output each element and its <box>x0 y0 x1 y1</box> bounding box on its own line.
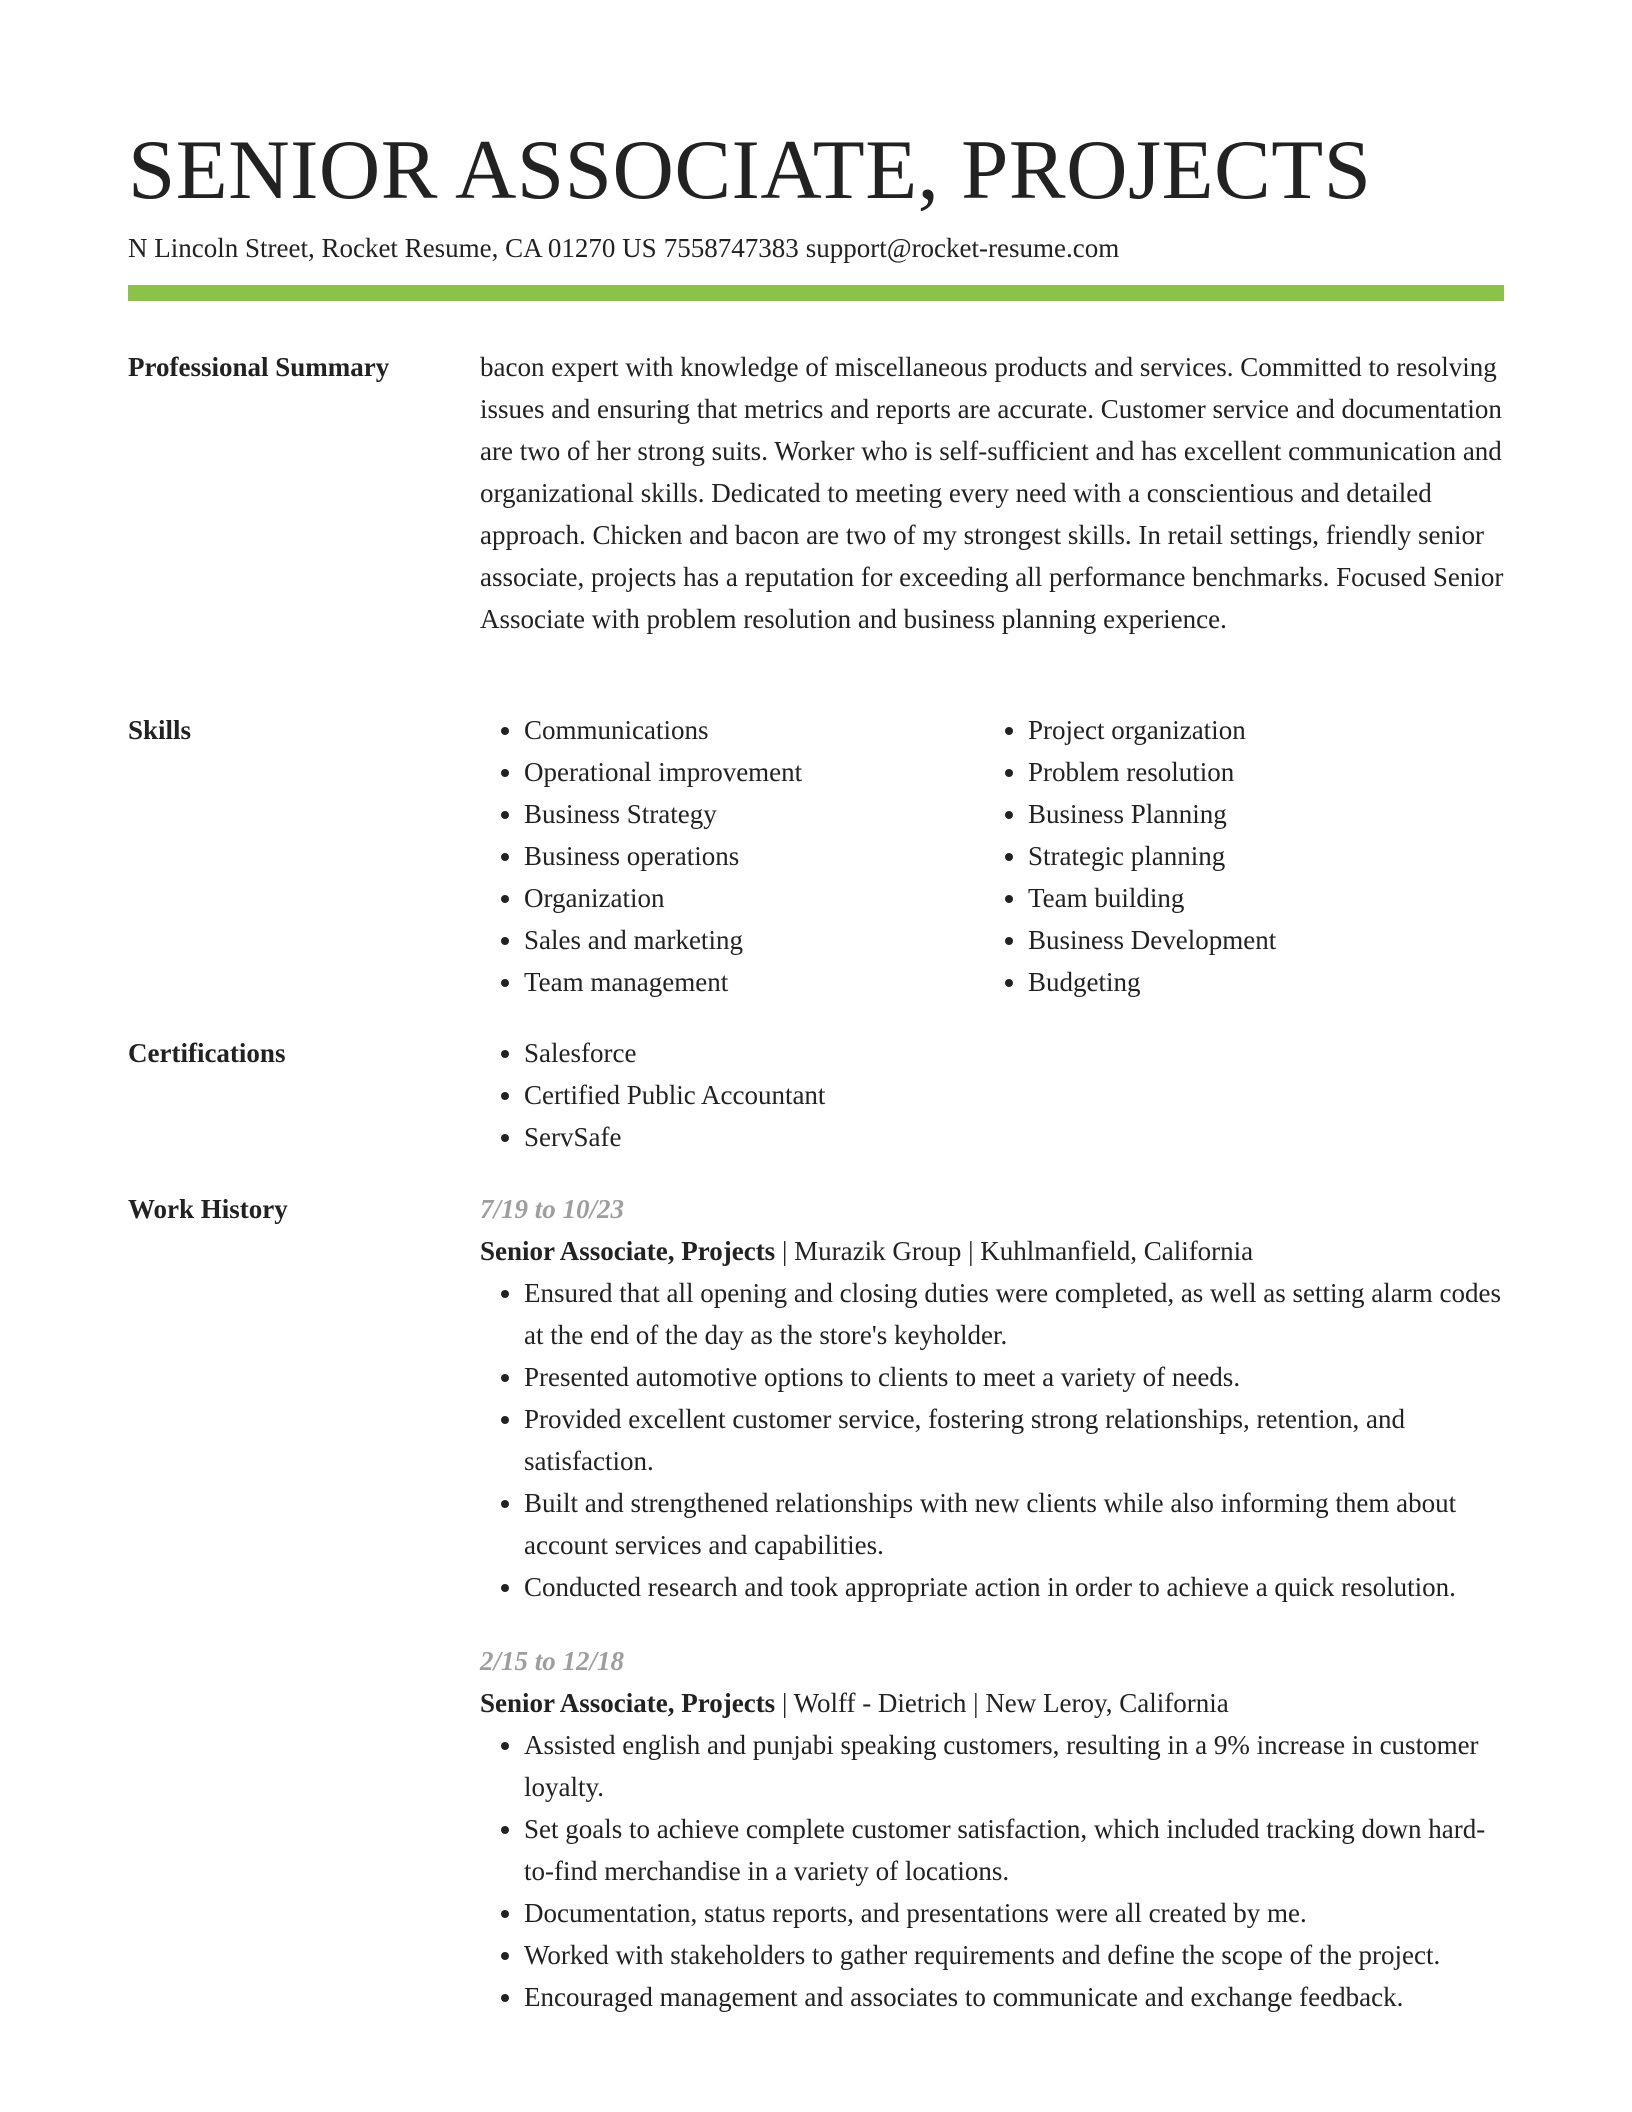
work-history-heading: Work History <box>128 1194 288 1224</box>
skills-list-right <box>984 709 1504 1003</box>
contact-email: support@rocket-resume.com <box>805 233 1120 263</box>
skill-item: • Business Strategy <box>524 793 984 835</box>
job-entry <box>480 1188 1504 1608</box>
job-duty-item: • Encouraged management and associates to communicate and exchange feedback. <box>524 1976 1504 2018</box>
skill-item: • Communications <box>524 709 984 751</box>
job-company: Murazik Group <box>794 1236 962 1266</box>
skills-column-right <box>984 709 1504 1003</box>
skill-item: • Team management <box>524 961 984 1003</box>
job-separator: | <box>775 1688 794 1718</box>
job-entry <box>480 1640 1504 2018</box>
skills-heading: Skills <box>128 715 192 745</box>
skill-item: • Business Planning <box>1028 793 1504 835</box>
skill-item: • Business operations <box>524 835 984 877</box>
job-duty-item: • Provided excellent customer service, fostering strong relationships, retention, and satisfaction. <box>524 1398 1504 1482</box>
certification-item: • ServSafe <box>524 1116 1504 1158</box>
skill-item: • Business Development <box>1028 919 1504 961</box>
job-header-line <box>480 1682 1504 1724</box>
skill-item: • Operational improvement <box>524 751 984 793</box>
job-duty-item: • Built and strengthened relationships with new clients while also informing them about account services and capabilities. <box>524 1482 1504 1566</box>
job-duty-item: • Conducted research and took appropriate action in order to achieve a quick resolution. <box>524 1566 1504 1608</box>
skill-item: • Strategic planning <box>1028 835 1504 877</box>
skill-item: • Budgeting <box>1028 961 1504 1003</box>
job-location: Kuhlmanfield, California <box>980 1236 1254 1266</box>
header-divider <box>128 285 1504 301</box>
job-duty-item: • Documentation, status reports, and presentations were all created by me. <box>524 1892 1504 1934</box>
job-duty-item: • Presented automotive options to clients to meet a variety of needs. <box>524 1356 1504 1398</box>
job-duties-list <box>480 1272 1504 1608</box>
skill-item: • Team building <box>1028 877 1504 919</box>
skill-item: • Project organization <box>1028 709 1504 751</box>
job-title: Senior Associate, Projects <box>480 1688 776 1718</box>
job-dates: 2/15 to 12/18 <box>480 1646 625 1676</box>
skill-item: • Problem resolution <box>1028 751 1504 793</box>
skills-columns <box>480 709 1504 1003</box>
summary-heading: Professional Summary <box>128 352 390 382</box>
certification-item: • Salesforce <box>524 1032 1504 1074</box>
resume-title: SENIOR ASSOCIATE, PROJECTS <box>128 123 1372 217</box>
contact-address: N Lincoln Street, Rocket Resume, CA 01270 US <box>128 233 657 263</box>
work-history-body <box>480 1188 1504 2018</box>
certifications-heading: Certifications <box>128 1038 286 1068</box>
skills-column-left <box>480 709 984 1003</box>
certification-item: • Certified Public Accountant <box>524 1074 1504 1116</box>
summary-text: bacon expert with knowledge of miscellaneous products and services. Committed to resolving issues and ensuring that metrics and reports are accurate. Customer service and documentation are two of her strong suits. Worker who is self-sufficient and has excellent communication and organizational skills. Dedicated to meeting every need with a conscientious and detailed approach. Chicken and bacon are two of my strongest skills. In retail settings, friendly senior associate, projects has a reputation for exceeding all performance benchmarks. Focused Senior Associate with problem resolution and business planning experience. <box>480 352 1504 634</box>
job-separator: | <box>961 1236 981 1266</box>
job-duty-item: • Worked with stakeholders to gather requirements and define the scope of the project. <box>524 1934 1504 1976</box>
job-company: Wolff - Dietrich <box>793 1688 967 1718</box>
job-separator: | <box>966 1688 986 1718</box>
contact-line <box>128 230 1119 266</box>
skills-body <box>480 709 1504 1003</box>
skill-item: • Sales and marketing <box>524 919 984 961</box>
skills-list-left <box>480 709 984 1003</box>
job-duty-item: • Set goals to achieve complete customer satisfaction, which included tracking down hard-to-find merchandise in a variety of locations. <box>524 1808 1504 1892</box>
certifications-body <box>480 1032 1504 1158</box>
job-duty-item: • Assisted english and punjabi speaking customers, resulting in a 9% increase in customer loyalty. <box>524 1724 1504 1808</box>
job-duties-list <box>480 1724 1504 2018</box>
skill-item: • Organization <box>524 877 984 919</box>
job-location: New Leroy, California <box>985 1688 1229 1718</box>
job-separator: | <box>775 1236 795 1266</box>
job-dates: 7/19 to 10/23 <box>480 1194 625 1224</box>
contact-phone: 7558747383 <box>663 233 799 263</box>
job-duty-item: • Ensured that all opening and closing duties were completed, as well as setting alarm codes at the end of the day as the store's keyholder. <box>524 1272 1504 1356</box>
job-header-line <box>480 1230 1504 1272</box>
certifications-list <box>480 1032 1504 1158</box>
job-title: Senior Associate, Projects <box>480 1236 776 1266</box>
summary-body <box>480 346 1504 640</box>
